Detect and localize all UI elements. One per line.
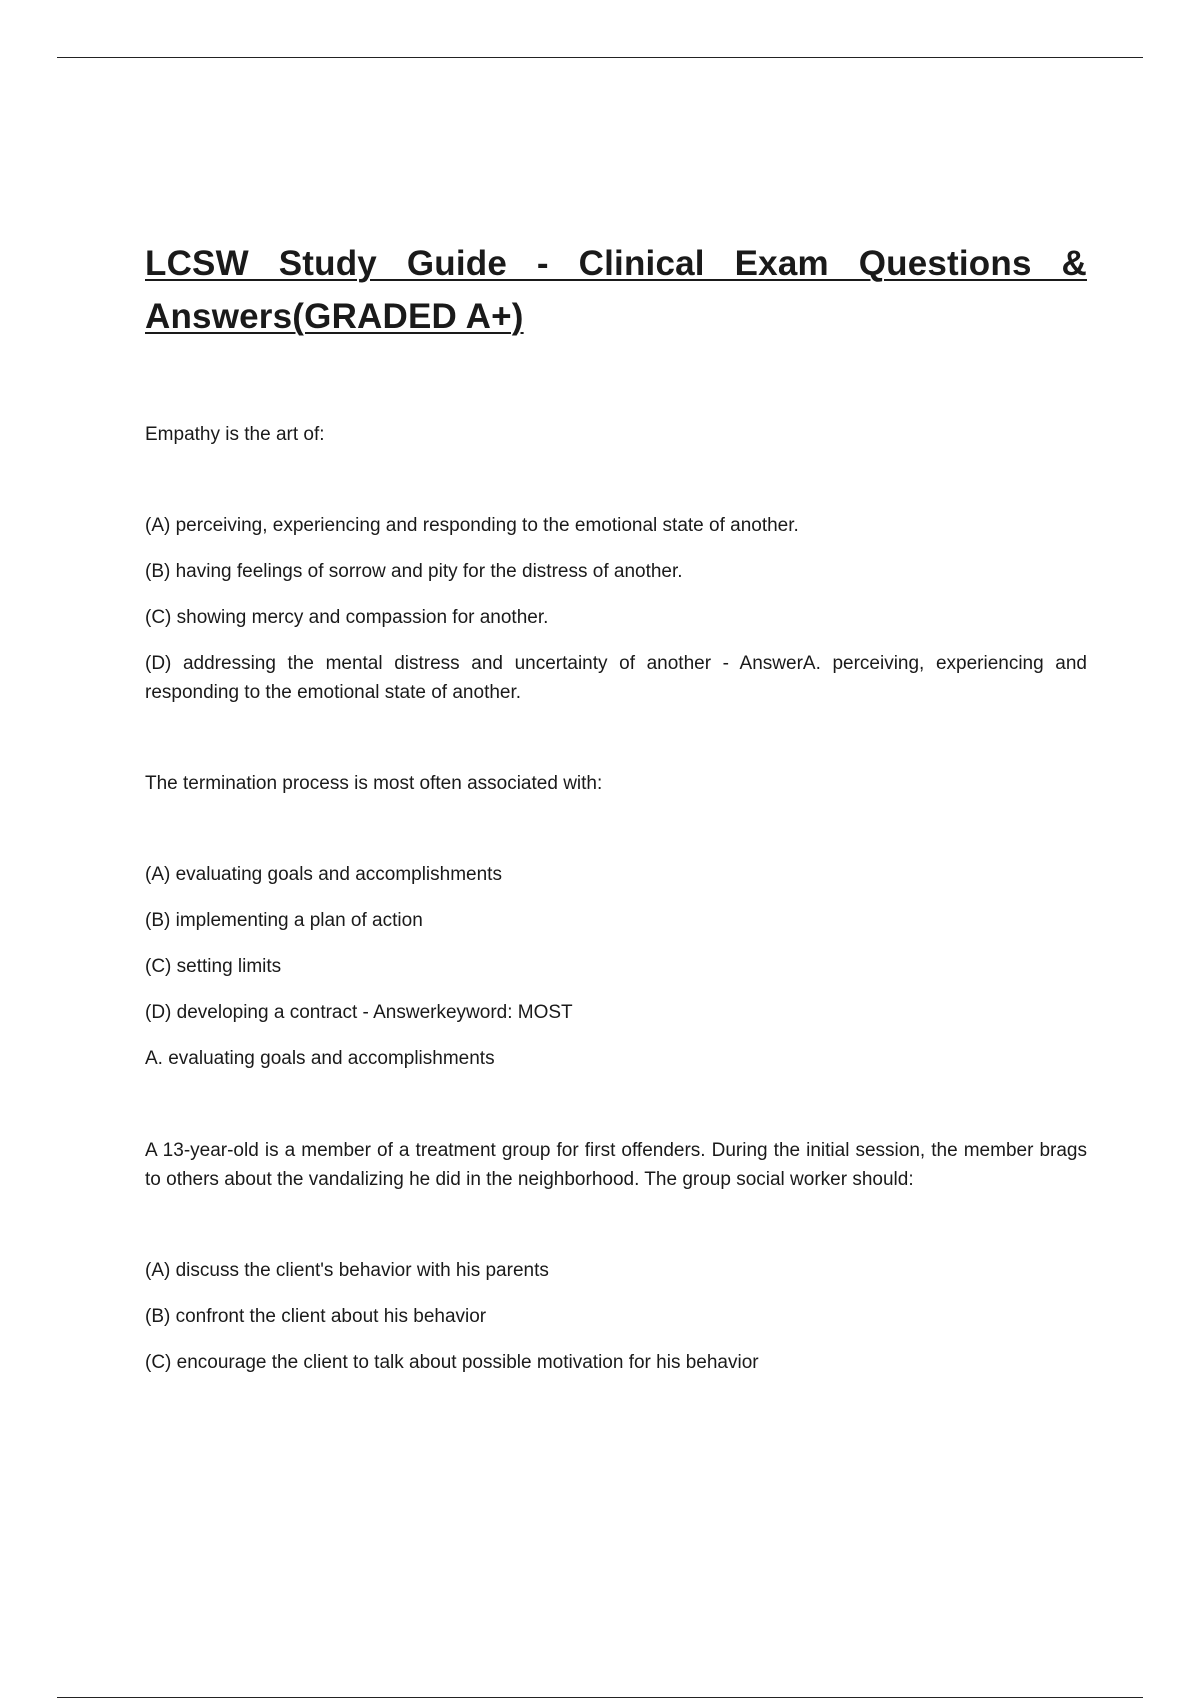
document-body	[145, 237, 1087, 1377]
question-3-prompt: A 13-year-old is a member of a treatment group for first offenders. During the initial session, the member brags to others about the vandalizing he did in the neighborhood. The group social worker should:	[145, 1140, 1087, 1190]
page-top-rule	[57, 57, 1143, 58]
question-2-answer: A. evaluating goals and accomplishments	[145, 1048, 495, 1069]
question-1-option-c: (C) showing mercy and compassion for another.	[145, 607, 549, 628]
question-1-option-b: (B) having feelings of sorrow and pity for the distress of another.	[145, 561, 683, 582]
question-2-prompt: The termination process is most often associated with:	[145, 773, 603, 794]
question-3-option-a: (A) discuss the client's behavior with his parents	[145, 1260, 549, 1281]
question-1-options	[145, 511, 1087, 707]
question-1-prompt: Empathy is the art of:	[145, 424, 325, 445]
question-2-options	[145, 860, 1087, 1073]
question-2-option-c: (C) setting limits	[145, 956, 282, 977]
question-1-option-a: (A) perceiving, experiencing and responding to the emotional state of another.	[145, 515, 799, 536]
document-title: LCSW Study Guide - Clinical Exam Questions & Answers(GRADED A+)	[145, 244, 1087, 336]
question-2-option-a: (A) evaluating goals and accomplishments	[145, 864, 502, 885]
page-bottom-rule	[57, 1697, 1143, 1698]
question-3-options	[145, 1256, 1087, 1377]
question-3-option-c: (C) encourage the client to talk about possible motivation for his behavior	[145, 1352, 759, 1373]
question-2-option-b: (B) implementing a plan of action	[145, 910, 423, 931]
question-2-option-d-answer: (D) developing a contract - Answerkeyword: MOST	[145, 1002, 573, 1023]
question-1-option-d-answer: (D) addressing the mental distress and uncertainty of another - AnswerA. perceiving, experiencing and responding to the emotional state of another.	[145, 653, 1087, 703]
question-3-option-b: (B) confront the client about his behavior	[145, 1306, 487, 1327]
